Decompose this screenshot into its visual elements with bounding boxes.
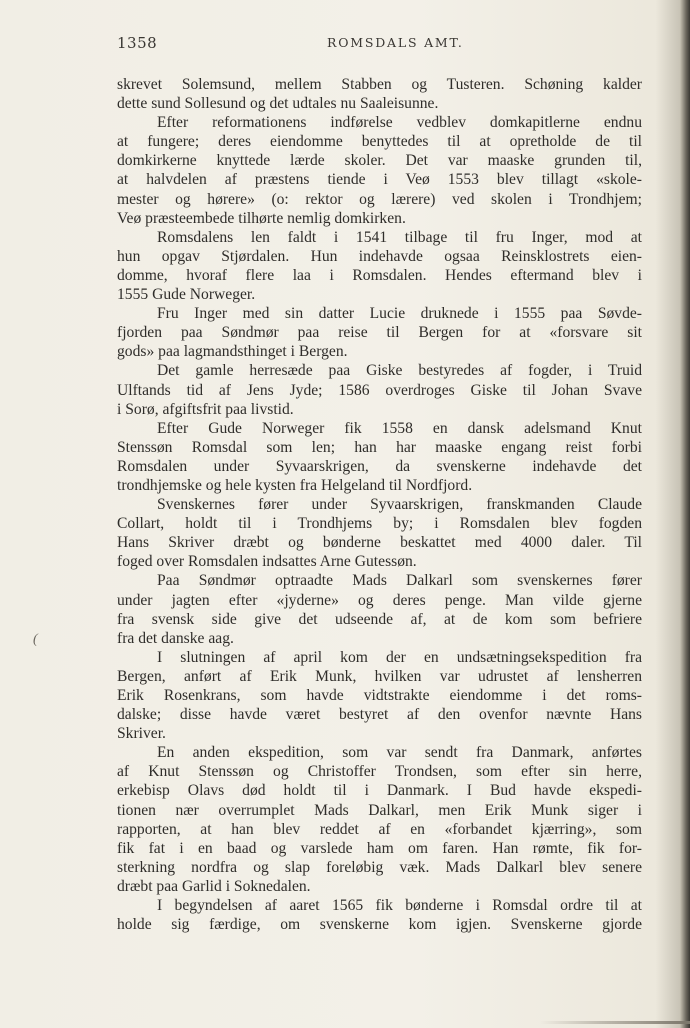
- text-line: Fru Inger med sin datter Lucie druknede i 1555 paa Søvde-: [157, 305, 642, 323]
- text-line: fjorden paa Søndmør paa reise til Bergen for at «forsvare sit: [117, 324, 642, 342]
- text-line: erkebisp Olavs død holdt til i Danmark. I Bud havde ekspedi-: [117, 782, 642, 800]
- text-line: af Knut Stenssøn og Christoffer Trondsen, som efter sin herre,: [117, 763, 642, 781]
- page-edge: [680, 0, 690, 1028]
- text-line: under jagten efter «jyderne» og deres penge. Man vilde gjerne: [117, 591, 642, 609]
- text-line: fra det danske aag.: [117, 629, 234, 647]
- running-title: ROMSDALS AMT.: [327, 35, 464, 50]
- text-line: Romsdalens len faldt i 1541 tilbage til fru Inger, mod at: [157, 228, 642, 246]
- text-line: Veø præsteembede tilhørte nemlig domkirken.: [117, 209, 406, 227]
- text-line: fik fat i en baad og varslede ham om faren. Han rømte, fik for-: [117, 839, 642, 857]
- text-line: Ulftands tid af Jens Jyde; 1586 overdroges Giske til Johan Svave: [117, 381, 642, 399]
- text-line: Skriver.: [117, 725, 166, 743]
- text-line: domme, hvoraf flere laa i Romsdalen. Hendes eftermand blev i: [117, 266, 642, 284]
- page-bottom-edge: [540, 1021, 690, 1024]
- text-line: trondhjemske og hele kysten fra Helgeland til Nordfjord.: [117, 476, 473, 494]
- text-line: Efter reformationens indførelse vedblev domkapitlerne endnu: [157, 114, 642, 132]
- text-line: mester og hørere» (o: rektor og lærere) ved skolen i Trondhjem;: [117, 190, 642, 208]
- page-number: 1358: [117, 34, 158, 52]
- text-line: domkirkerne knyttede lærde skoler. Det var maaske grunden til,: [117, 152, 642, 170]
- text-line: fra svensk side give det udseende af, at de kom som befriere: [117, 610, 642, 628]
- text-line: Svenskernes fører under Syvaarskrigen, franskmanden Claude: [157, 496, 642, 514]
- text-line: holde sig færdige, om svenskerne kom igjen. Svenskerne gjorde: [117, 916, 642, 934]
- text-line: foged over Romsdalen indsattes Arne Gutessøn.: [117, 553, 417, 571]
- text-line: at fungere; deres eiendomme benyttedes til at opretholde de til: [117, 133, 642, 151]
- text-line: Stenssøn Romsdal som len; han har maaske engang reist forbi: [117, 438, 642, 456]
- text-line: Bergen, anført af Erik Munk, hvilken var udrustet af lensherren: [117, 667, 642, 685]
- text-line: at halvdelen af præstens tiende i Veø 1553 blev tillagt «skole-: [117, 171, 642, 189]
- text-line: dræbt paa Garlid i Soknedalen.: [117, 877, 311, 895]
- margin-pencil-mark: (: [33, 632, 38, 647]
- text-line: Hans Skriver dræbt og bønderne beskattet med 4000 daler. Til: [117, 534, 642, 552]
- text-line: i Sorø, afgiftsfrit paa livstid.: [117, 400, 294, 418]
- text-line: I slutningen af april kom der en undsætningsekspedition fra: [157, 648, 642, 666]
- text-line: Paa Søndmør optraadte Mads Dalkarl som svenskernes fører: [157, 572, 642, 590]
- text-line: Romsdalen under Syvaarskrigen, da svenskerne indehavde det: [117, 457, 642, 475]
- text-line: Erik Rosenkrans, som havde vidtstrakte eiendomme i det roms-: [117, 687, 642, 704]
- text-line: rapporten, at han blev reddet af en «forbandet kjærring», som: [117, 820, 642, 838]
- text-line: Efter Gude Norweger fik 1558 en dansk adelsmand Knut: [157, 419, 642, 437]
- text-line: sterkning nordfra og slap foreløbig væk. Mads Dalkarl blev senere: [117, 858, 642, 876]
- text-line: hun opgav Stjørdalen. Hun indehavde ogsaa Reinsklostrets eien-: [117, 247, 642, 265]
- text-line: En anden ekspedition, som var sendt fra Danmark, anførtes: [157, 744, 642, 762]
- text-line: tionen nær overrumplet Mads Dalkarl, men Erik Munk siger i: [117, 801, 642, 819]
- text-line: dalske; disse havde været bestyret af den ovenfor nævnte Hans: [117, 706, 642, 724]
- body-text: [117, 75, 642, 934]
- text-line: 1555 Gude Norweger.: [117, 286, 256, 304]
- text-line: gods» paa lagmandsthinget i Bergen.: [117, 343, 348, 361]
- text-line: I begyndelsen af aaret 1565 fik bønderne i Romsdal ordre til at: [157, 897, 642, 915]
- page-header: [117, 34, 642, 54]
- text-line: Det gamle herresæde paa Giske bestyredes af fogder, i Truid: [157, 362, 642, 380]
- text-line: dette sund Sollesund og det udtales nu Saaleisunne.: [117, 95, 439, 113]
- text-line: skrevet Solemsund, mellem Stabben og Tusteren. Schøning kalder: [117, 76, 642, 93]
- text-line: Collart, holdt til i Trondhjems by; i Romsdalen blev fogden: [117, 515, 642, 533]
